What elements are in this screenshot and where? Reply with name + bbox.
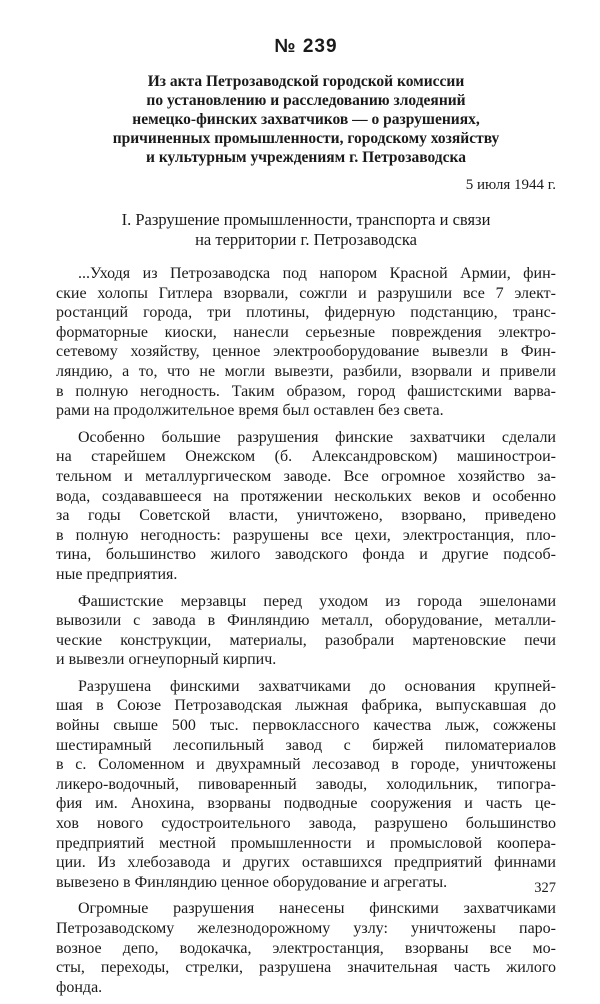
title-line: и культурным учреждениям г. Петрозаводска — [146, 149, 466, 166]
paragraph — [56, 899, 556, 997]
paragraph-line: ческие конструкции, материалы, разобрали мартеновские печи — [56, 631, 556, 649]
paragraph-line: ...Уходя из Петрозаводска под напором Красной Армии, фин- — [78, 265, 556, 282]
paragraph-line: ростанций города, три плотины, фидерную подстанцию, транс- — [56, 304, 556, 322]
document-number: № 239 — [274, 36, 338, 57]
paragraph-line: Разрушена финскими захватчиками до основания крупней- — [78, 677, 556, 695]
paragraph-line: в полную негодность. Таким образом, город фашистскими варва- — [56, 382, 556, 400]
paragraph-line: войны свыше 500 тыс. первоклассного качества лыж, сожжены — [56, 717, 556, 735]
paragraph-line: ные предприятия. — [56, 565, 178, 583]
paragraph-line: форматорные киоски, нанесли серьезные повреждения электро- — [56, 323, 556, 341]
section-heading-line: I. Разрушение промышленности, транспорта и связи — [121, 210, 491, 229]
paragraph — [56, 677, 556, 893]
paragraph-line: тельном и металлургическом заводе. Все огромное хозяйство за- — [56, 467, 556, 485]
paragraph-line: вывезено в Финляндию ценное оборудование и агрегаты. — [56, 873, 448, 891]
section-heading-line: на территории г. Петрозаводска — [195, 230, 417, 249]
paragraph-line: вывозили с завода в Финляндию металл, оборудование, металли- — [56, 612, 556, 630]
paragraph-line: шая в Союзе Петрозаводская лыжная фабрика, выпускавшая до — [56, 697, 556, 715]
title-line: по установлению и расследованию злодеяний — [146, 92, 466, 109]
title-line: причиненных промышленности, городскому хозяйству — [112, 130, 500, 147]
paragraph-line: возное депо, водокачка, электростанция, взорваны все мо- — [56, 939, 556, 957]
paragraph-line: рами на продолжительное время был оставлен без света. — [56, 402, 444, 420]
paragraph-line: в полную негодность: разрушены все цехи, электростанция, пло- — [56, 526, 556, 544]
title-line: немецко-финских захватчиков — о разрушениях, — [132, 111, 480, 128]
paragraph-line: вода, создававшееся на протяжении нескольких веков и особенно — [56, 487, 556, 505]
paragraph-line: сты, переходы, стрелки, разрушена значительная часть жилого — [56, 959, 556, 977]
paragraph-line: предприятий местной промышленности и промысловой коопера- — [56, 834, 556, 852]
body-text — [56, 264, 556, 997]
paragraph-line: на старейшем Онежском (б. Александровском) машинострои- — [56, 448, 556, 466]
paragraph-line: Огромные разрушения нанесены финскими захватчиками — [78, 900, 556, 918]
paragraph-line: ские холопы Гитлера взорвали, сожгли и разрушили все 7 элект- — [56, 284, 556, 302]
paragraph-line: ции. Из хлебозавода и других оставшихся предприятий финнами — [56, 854, 556, 872]
document-page — [56, 30, 556, 1004]
paragraph-line: Особенно большие разрушения финские захватчики сделали — [78, 428, 556, 446]
document-title — [56, 72, 556, 167]
paragraph-line: в с. Соломенном и двухрамный лесозавод в городе, уничтожены — [56, 756, 556, 774]
paragraph-line: фонда. — [56, 978, 103, 996]
page-number: 327 — [534, 880, 556, 896]
section-heading — [56, 210, 556, 250]
paragraph-line: за годы Советской власти, уничтожено, взорвано, приведено — [56, 507, 556, 525]
paragraph-line: тина, большинство жилого заводского фонда и другие подсоб- — [56, 546, 556, 564]
paragraph-line: фия им. Анохина, взорваны подводные сооружения и часть це- — [56, 795, 556, 813]
paragraph-line: ляндию, а то, что не могли вывезти, разбили, взорвали и привели — [56, 362, 556, 380]
title-line: Из акта Петрозаводской городской комиссии — [147, 73, 465, 90]
document-date: 5 июля 1944 г. — [465, 177, 556, 193]
paragraph-line: Петрозаводскому железнодорожному узлу: уничтожены паро- — [56, 920, 556, 937]
paragraph — [56, 264, 556, 421]
paragraph-line: Фашистские мерзавцы перед уходом из города эшелонами — [78, 592, 556, 610]
paragraph-line: шестирамный лесопильный завод с биржей пиломатериалов — [56, 736, 556, 754]
paragraph-line: сетевому хозяйству, ценное электрооборудование вывезли в Фин- — [56, 343, 556, 361]
paragraph-line: хов нового судостроительного завода, разрушено большинство — [56, 815, 556, 833]
paragraph-line: и вывезли огнеупорный кирпич. — [56, 651, 277, 669]
paragraph-line: ликеро-водочный, пивоваренный заводы, холодильник, типогра- — [56, 775, 556, 793]
paragraph — [56, 592, 556, 670]
paragraph — [56, 428, 556, 585]
